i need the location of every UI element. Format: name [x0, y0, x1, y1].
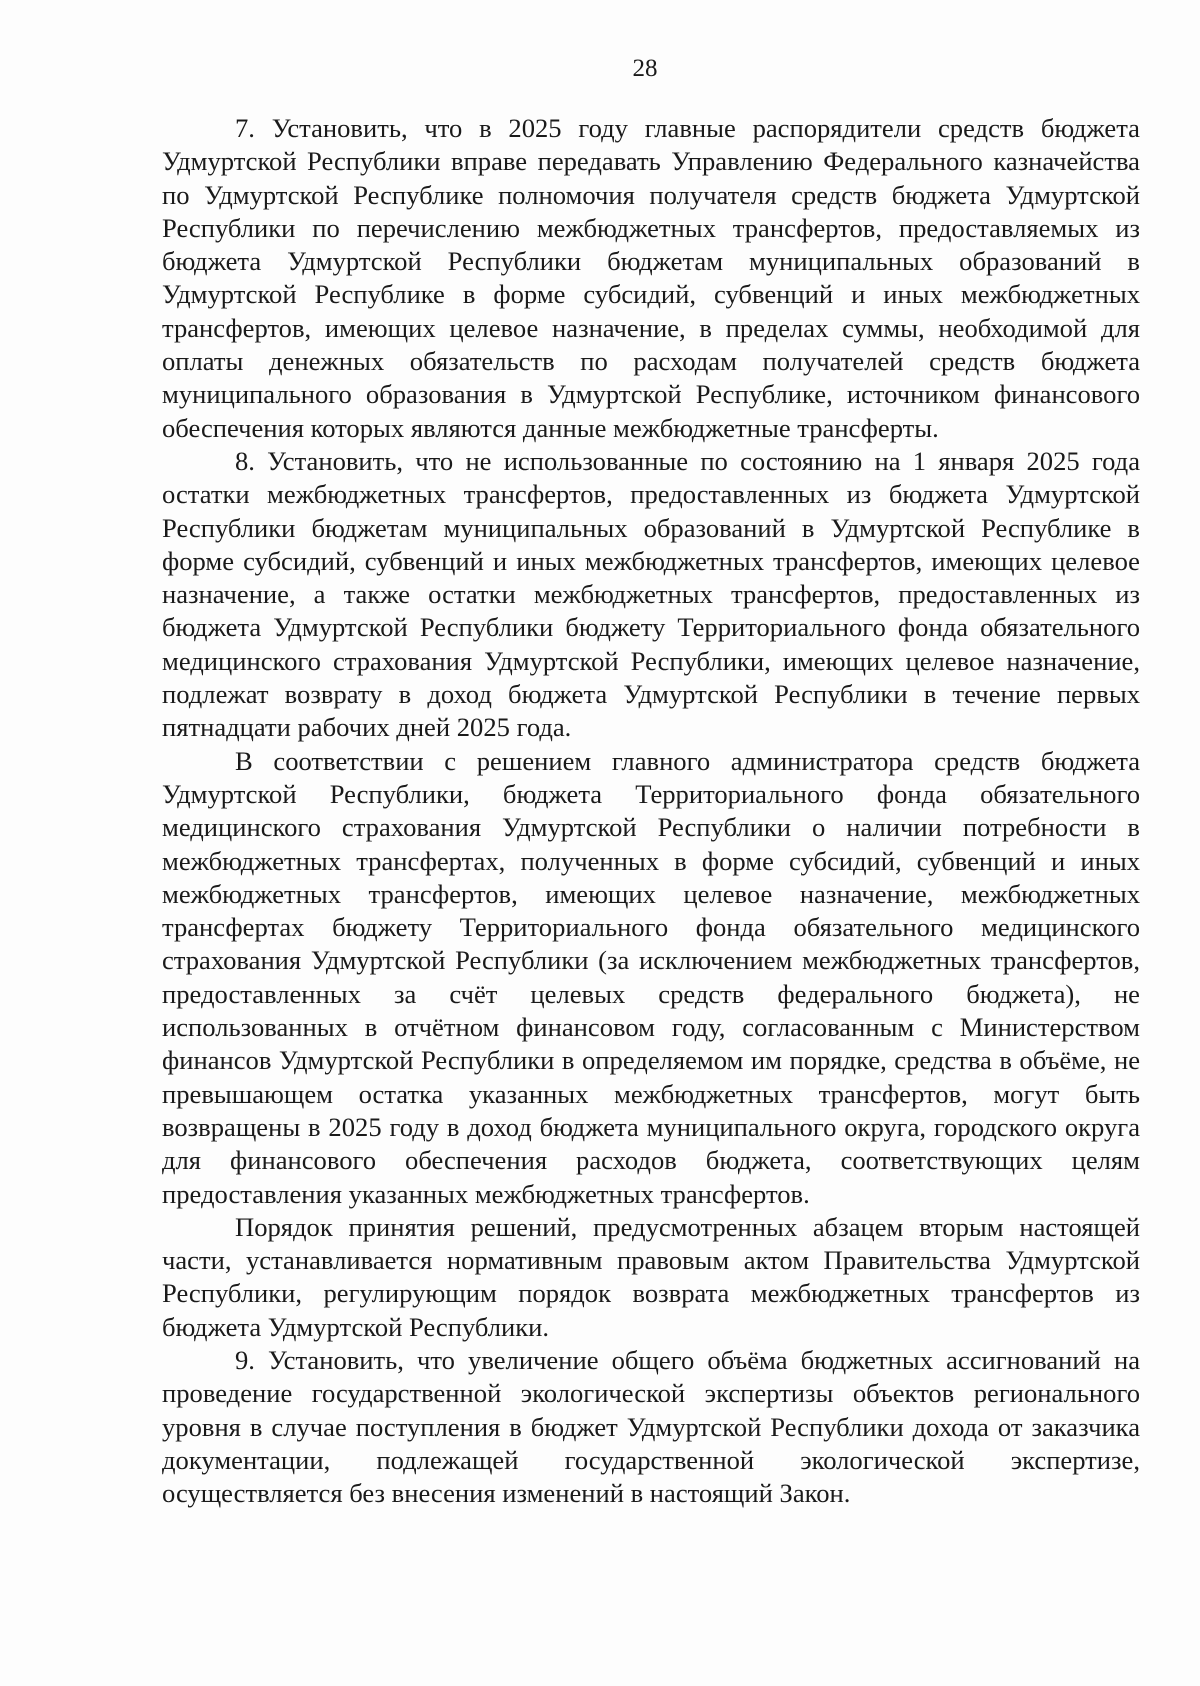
paragraph-clause-9: 9. Установить, что увеличение общего объёма бюджетных ассигнований на проведение государственной экологической экспертизы объектов регионального уровня в случае поступления в бюджет Удмуртской Республики дохода от заказчика документации, подлежащей государственной экологической экспертизе, осуществляется без внесения изменений в настоящий Закон. — [162, 1344, 1140, 1509]
page-number: 28 — [632, 55, 658, 82]
document-body — [162, 112, 1140, 1510]
paragraph-clause-8-part-2: В соответствии с решением главного администратора средств бюджета Удмуртской Республики, бюджета Территориального фонда обязательного медицинского страхования Удмуртской Республики о наличии потребности в межбюджетных трансфертах, полученных в форме субсидий, субвенций и иных межбюджетных трансфертов, имеющих целевое назначение, межбюджетных трансфертах бюджету Территориального фонда обязательного медицинского страхования Удмуртской Республики (за исключением межбюджетных трансфертов, предоставленных за счёт целевых средств федерального бюджета), не использованных в отчётном финансовом году, согласованным с Министерством финансов Удмуртской Республики в определяемом им порядке, средства в объёме, не превышающем остатка указанных межбюджетных трансфертов, могут быть возвращены в 2025 году в доход бюджета муниципального округа, городского округа для финансового обеспечения расходов бюджета, соответствующих целям предоставления указанных межбюджетных трансфертов. — [162, 745, 1140, 1209]
paragraph-clause-8-part-3: Порядок принятия решений, предусмотренных абзацем вторым настоящей части, устанавливается нормативным правовым актом Правительства Удмуртской Республики, регулирующим порядок возврата межбюджетных трансфертов из бюджета Удмуртской Республики. — [162, 1211, 1140, 1342]
paragraph-clause-8: 8. Установить, что не использованные по состоянию на 1 января 2025 года остатки межбюджетных трансфертов, предоставленных из бюджета Удмуртской Республики бюджетам муниципальных образований в Удмуртской Республике в форме субсидий, субвенций и иных межбюджетных трансфертов, имеющих целевое назначение, а также остатки межбюджетных трансфертов, предоставленных из бюджета Удмуртской Республики бюджету Территориального фонда обязательного медицинского страхования Удмуртской Республики, имеющих целевое назначение, подлежат возврату в доход бюджета Удмуртской Республики в течение первых пятнадцати рабочих дней 2025 года. — [162, 445, 1140, 743]
paragraph-clause-7: 7. Установить, что в 2025 году главные распорядители средств бюджета Удмуртской Республики вправе передавать Управлению Федерального казначейства по Удмуртской Республике полномочия получателя средств бюджета Удмуртской Республики по перечислению межбюджетных трансфертов, предоставляемых из бюджета Удмуртской Республики бюджетам муниципальных образований в Удмуртской Республике в форме субсидий, субвенций и иных межбюджетных трансфертов, имеющих целевое назначение, в пределах суммы, необходимой для оплаты денежных обязательств по расходам получателей средств бюджета муниципального образования в Удмуртской Республике, источником финансового обеспечения которых являются данные межбюджетные трансферты. — [162, 113, 1140, 443]
